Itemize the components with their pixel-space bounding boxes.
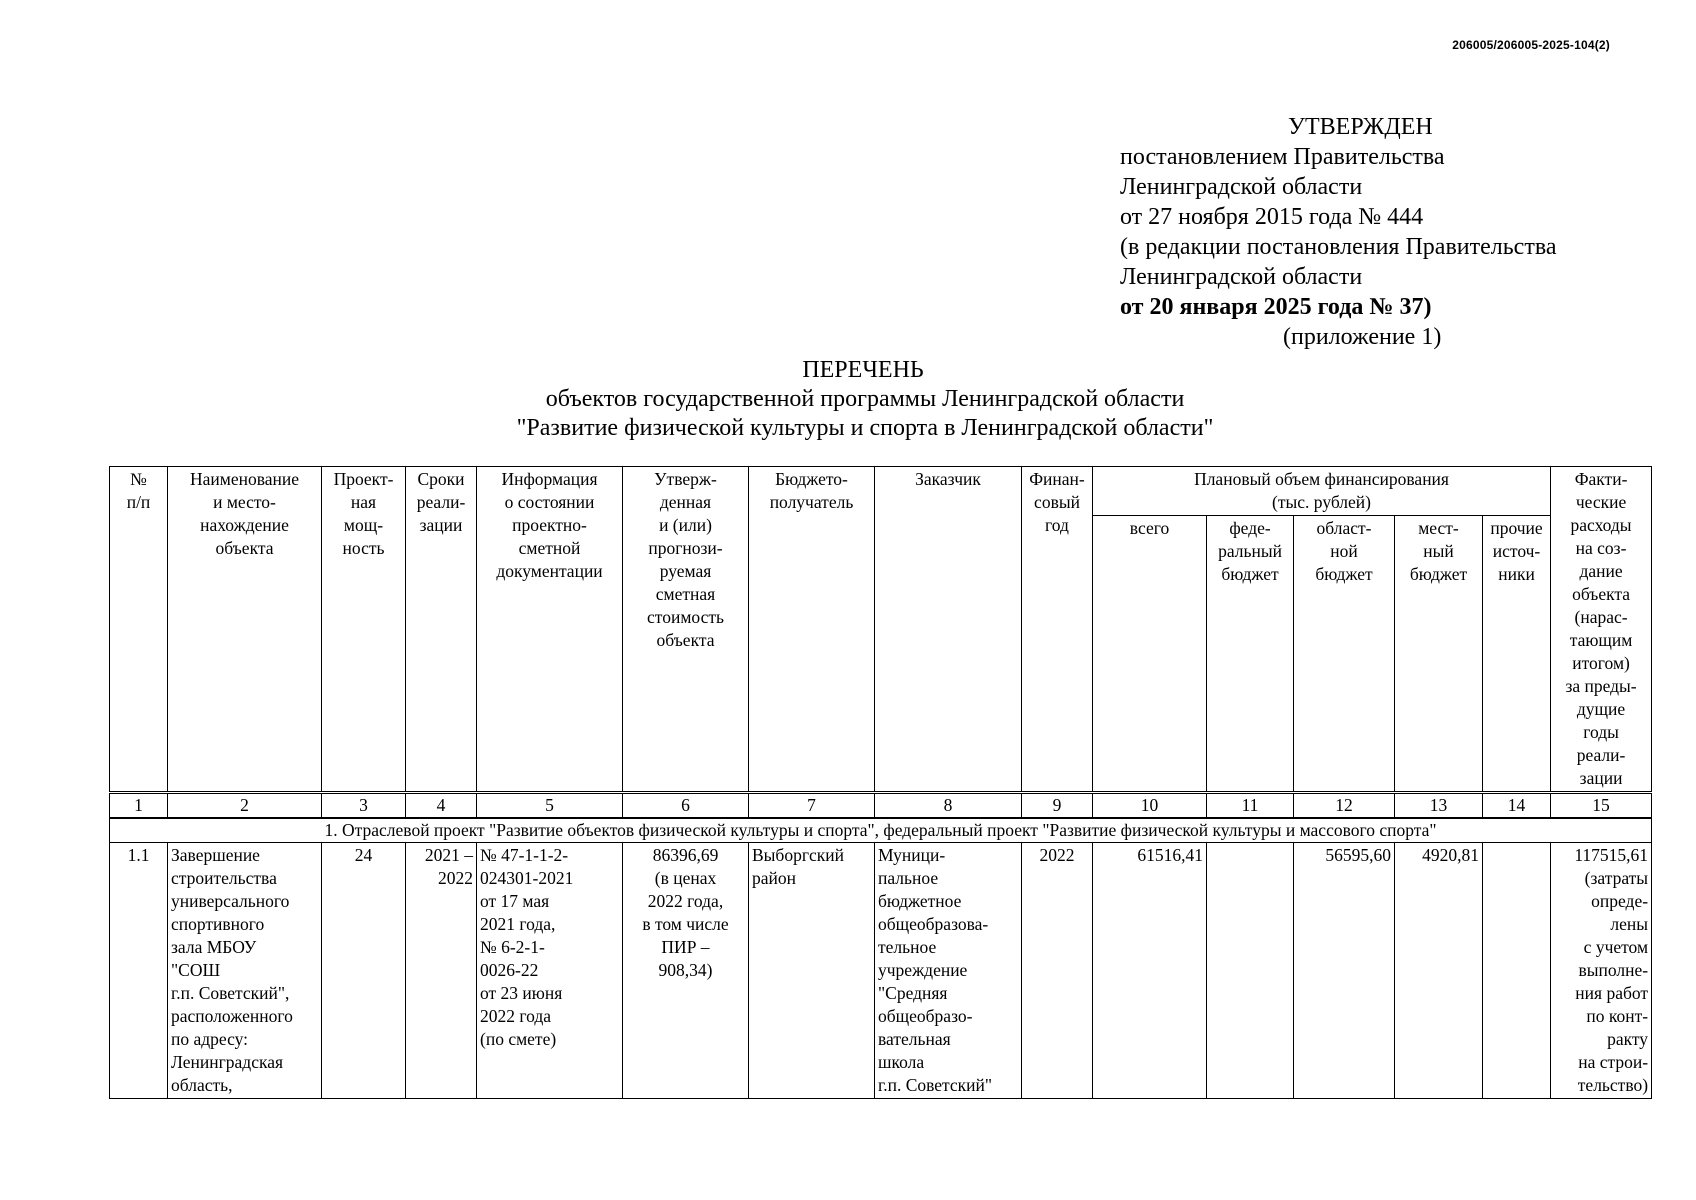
cell-line: проектно-: [512, 515, 587, 535]
header-col-1: [110, 467, 168, 793]
heading-subtitle-1: объектов государственной программы Ленинградской области: [545, 386, 1185, 412]
cell-line: г.п. Советский": [878, 1075, 993, 1095]
cell-line: ность: [342, 538, 385, 558]
header-col-14: [1483, 516, 1551, 793]
section-row: [110, 818, 1652, 843]
cell-line: нахождение: [200, 515, 289, 535]
cell-line: бюджетное: [878, 891, 962, 911]
cell-line: прочие: [1490, 518, 1543, 539]
document-number: 206005/206005-2025-104(2): [1452, 38, 1610, 52]
column-number: 2: [168, 793, 322, 819]
cell-line: 2021 года,: [480, 914, 556, 934]
cell-line: ная: [350, 492, 377, 512]
header-col-2: [168, 467, 322, 793]
cell-line: 2022: [438, 868, 473, 888]
cell-line: Информация: [501, 469, 598, 489]
cell-line: общеобразова-: [878, 914, 989, 934]
cell-line: Наименование: [189, 469, 300, 489]
cell-line: опреде-: [1591, 891, 1649, 911]
cell-line: по конт-: [1586, 1006, 1649, 1026]
cell-line: бюджет: [1315, 564, 1373, 585]
cell-line: ный: [1423, 541, 1454, 562]
implementation-period: [406, 843, 477, 1099]
column-number: 12: [1294, 793, 1395, 819]
cell-line: Факти-: [1574, 469, 1628, 489]
approval-line-3: от 27 ноября 2015 года № 444: [1120, 204, 1424, 230]
column-number: 8: [875, 793, 1022, 819]
cell-line: сметная: [655, 584, 716, 604]
header-col-4: [406, 467, 477, 793]
approval-line-5: Ленинградской области: [1120, 264, 1363, 290]
header-col-13: [1395, 516, 1483, 793]
financial-year: 2022: [1022, 843, 1093, 1099]
cell-line: 0026-22: [480, 960, 539, 980]
cell-line: мест-: [1418, 518, 1459, 539]
funding-other: [1483, 843, 1551, 1099]
cell-line: "СОШ: [171, 960, 221, 980]
cell-line: итогом): [1572, 653, 1630, 673]
cell-line: Проект-: [333, 469, 394, 489]
approval-stamp: [1120, 112, 1640, 352]
cell-line: объекта: [215, 538, 274, 558]
cell-line: объекта: [1572, 584, 1631, 604]
cell-line: учреждение: [878, 960, 968, 980]
cell-line: зации: [1579, 768, 1623, 788]
cell-line: сметной: [518, 538, 581, 558]
row-number: 1.1: [110, 843, 168, 1099]
cell-line: Плановый объем финансирования: [1194, 469, 1449, 489]
design-documentation: [477, 843, 623, 1099]
cell-line: мощ-: [343, 515, 384, 535]
cell-line: и место-: [213, 492, 276, 512]
cell-line: № 47-1-1-2-: [480, 845, 569, 865]
heading-title: ПЕРЕЧЕНЬ: [802, 357, 924, 383]
header-group-funding: [1093, 467, 1551, 516]
cell-line: в том числе: [642, 914, 729, 934]
cell-line: по адресу:: [171, 1029, 249, 1049]
cell-line: область,: [171, 1075, 233, 1095]
objects-table: [109, 466, 1652, 1099]
cell-line: 117515,61: [1574, 845, 1649, 865]
cell-line: денная: [659, 492, 712, 512]
cell-line: вательная: [878, 1029, 951, 1049]
cell-line: расходы: [1570, 515, 1632, 535]
cell-line: универсального: [171, 891, 290, 911]
cell-line: район: [752, 868, 796, 888]
cell-line: реали-: [1576, 745, 1626, 765]
cell-line: Бюджето-: [775, 469, 848, 489]
estimated-cost: [623, 843, 749, 1099]
cell-line: реали-: [416, 492, 466, 512]
cell-line: 2022 года,: [647, 891, 724, 911]
cell-line: расположенного: [171, 1006, 293, 1026]
cell-line: зала МБОУ: [171, 937, 257, 957]
funding-regional: 56595,60: [1294, 843, 1395, 1099]
approval-annex: (приложение 1): [1283, 324, 1442, 350]
column-number: 5: [477, 793, 623, 819]
cell-line: ПИР –: [661, 937, 710, 957]
cell-line: г.п. Советский",: [171, 983, 290, 1003]
cell-line: прогнози-: [648, 538, 723, 558]
cell-line: ракту: [1607, 1029, 1649, 1049]
approval-title: УТВЕРЖДЕН: [1288, 114, 1433, 140]
funding-total: 61516,41: [1093, 843, 1207, 1099]
header-col-11: [1207, 516, 1294, 793]
cell-line: Выборгский: [752, 845, 845, 865]
column-number: 9: [1022, 793, 1093, 819]
header-col-15: [1551, 467, 1652, 793]
cell-line: ния работ: [1575, 983, 1649, 1003]
cell-line: дание: [1579, 561, 1623, 581]
cell-line: руемая: [659, 561, 712, 581]
cell-line: стоимость: [647, 607, 724, 627]
cell-line: (затраты: [1584, 868, 1649, 888]
cell-line: бюджет: [1221, 564, 1279, 585]
header-col-10: [1093, 516, 1207, 793]
cell-line: дущие: [1576, 699, 1626, 719]
cell-line: 2022 года: [480, 1006, 552, 1026]
cell-line: с учетом: [1583, 937, 1649, 957]
cell-line: 024301-2021: [480, 868, 574, 888]
cell-line: Сроки: [417, 469, 465, 489]
cell-line: лены: [1610, 914, 1649, 934]
cell-line: (по смете): [480, 1029, 557, 1049]
cell-line: пальное: [878, 868, 939, 888]
cell-line: годы: [1583, 722, 1619, 742]
cell-line: "Средняя: [878, 983, 948, 1003]
customer: [875, 843, 1022, 1099]
cell-line: год: [1045, 515, 1069, 535]
cell-line: совый: [1034, 492, 1080, 512]
column-number: 13: [1395, 793, 1483, 819]
column-number: 15: [1551, 793, 1652, 819]
header-col-5: [477, 467, 623, 793]
cell-line: Утверж-: [654, 469, 717, 489]
cell-line: 2021 –: [424, 845, 473, 865]
cell-line: Финан-: [1029, 469, 1085, 489]
column-number: 11: [1207, 793, 1294, 819]
cell-line: объекта: [656, 630, 715, 650]
header-col-8: [875, 467, 1022, 793]
cell-line: спортивного: [171, 914, 265, 934]
cell-line: ческие: [1575, 492, 1627, 512]
approval-line-2: Ленинградской области: [1120, 174, 1363, 200]
cell-line: всего: [1129, 518, 1170, 539]
column-number: 14: [1483, 793, 1551, 819]
cell-line: Муници-: [878, 845, 946, 865]
cell-line: на соз-: [1575, 538, 1627, 558]
column-number: 6: [623, 793, 749, 819]
cell-line: о состоянии: [504, 492, 595, 512]
cell-line: Завершение: [171, 845, 260, 865]
cell-line: строительства: [171, 868, 277, 888]
cell-line: феде-: [1229, 518, 1271, 539]
column-number: 4: [406, 793, 477, 819]
cell-line: № 6-2-1-: [480, 937, 545, 957]
cell-line: за преды-: [1565, 676, 1637, 696]
cell-line: Заказчик: [915, 469, 981, 489]
header-row-1: [110, 467, 1652, 516]
column-number: 3: [322, 793, 406, 819]
cell-line: Ленинградская: [171, 1052, 284, 1072]
funding-local: 4920,81: [1395, 843, 1483, 1099]
object-name: [168, 843, 322, 1099]
column-number: 10: [1093, 793, 1207, 819]
approval-line-1: постановлением Правительства: [1120, 144, 1445, 170]
column-numbers-row: [110, 793, 1652, 819]
cell-line: п/п: [126, 492, 151, 512]
header-col-6: [623, 467, 749, 793]
cell-line: (нарас-: [1574, 607, 1628, 627]
funding-federal: [1207, 843, 1294, 1099]
cell-line: источ-: [1492, 541, 1541, 562]
column-number: 7: [749, 793, 875, 819]
cell-line: зации: [419, 515, 463, 535]
section-title: 1. Отраслевой проект "Развитие объектов физической культуры и спорта", федеральный проект "Развитие физической культуры и массового спорта": [110, 818, 1652, 843]
budget-recipient: [749, 843, 875, 1099]
project-capacity: 24: [322, 843, 406, 1099]
cell-line: област-: [1316, 518, 1372, 539]
cell-line: документации: [496, 561, 603, 581]
cell-line: на строи-: [1578, 1052, 1649, 1072]
cell-line: выполне-: [1578, 960, 1649, 980]
approval-line-4: (в редакции постановления Правительства: [1120, 234, 1557, 260]
document-heading: [0, 356, 1696, 443]
cell-line: тельство): [1577, 1075, 1649, 1095]
cell-line: 86396,69: [652, 845, 719, 865]
cell-line: и (или): [659, 515, 712, 535]
heading-subtitle-2: "Развитие физической культуры и спорта в Ленинградской области": [516, 415, 1214, 441]
cell-line: получатель: [769, 492, 854, 512]
cell-line: от 17 мая: [480, 891, 550, 911]
cell-line: ники: [1498, 564, 1535, 585]
cell-line: №: [130, 469, 147, 489]
header-col-7: [749, 467, 875, 793]
actual-expenses: [1551, 843, 1652, 1099]
cell-line: (в ценах: [654, 868, 717, 888]
header-col-12: [1294, 516, 1395, 793]
table-row: [110, 843, 1652, 1099]
cell-line: тельное: [878, 937, 937, 957]
cell-line: ной: [1330, 541, 1358, 562]
header-col-3: [322, 467, 406, 793]
cell-line: школа: [878, 1052, 925, 1072]
cell-line: (тыс. рублей): [1272, 492, 1371, 512]
column-number: 1: [110, 793, 168, 819]
approval-line-6: от 20 января 2025 года № 37): [1120, 294, 1432, 320]
cell-line: 908,34): [658, 960, 713, 980]
cell-line: ральный: [1218, 541, 1282, 562]
cell-line: от 23 июня: [480, 983, 563, 1003]
header-col-9: [1022, 467, 1093, 793]
cell-line: тающим: [1569, 630, 1633, 650]
cell-line: бюджет: [1409, 564, 1468, 585]
cell-line: общеобразо-: [878, 1006, 973, 1026]
